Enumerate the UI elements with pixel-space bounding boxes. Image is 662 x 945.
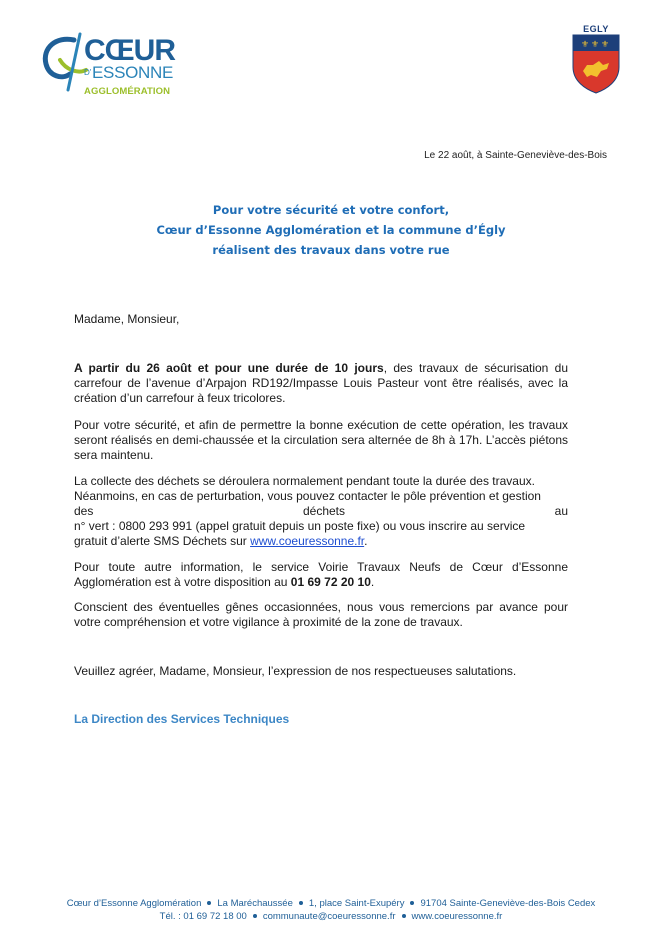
paragraph-contact [74, 560, 568, 590]
egly-crest [571, 24, 625, 96]
crest-name: EGLY [583, 24, 609, 34]
paragraph-dates-text: , des travaux de sécurisation du carrefour de l’avenue d’Arpajon RD192/Impasse Louis Pasteur vont être réalisés, avec la création d’un carrefour à feux tricolores. [74, 361, 568, 405]
footer-street: 1, place Saint-Exupéry [308, 898, 405, 909]
footer-email[interactable]: communaute@coeuressonne.fr [262, 911, 396, 922]
footer [0, 897, 662, 923]
waste-line-4: n° vert : 0800 293 991 (appel gratuit depuis un poste fixe) ou vous inscrire au service [74, 519, 526, 533]
date-line: Le 22 août, à Sainte-Geneviève-des-Bois [424, 150, 607, 161]
bullet-icon [299, 901, 303, 905]
coat-of-arms-icon [571, 33, 621, 95]
logo-prefix-text: D' [84, 68, 92, 77]
contact-end: . [370, 575, 375, 589]
waste-line-5 [74, 534, 568, 549]
closing-formula: Veuillez agréer, Madame, Monsieur, l’expression de nos respectueuses salutations. [74, 664, 517, 678]
footer-city: 91704 Sainte-Geneviève-des-Bois Cedex [420, 898, 596, 909]
svg-text:⚜: ⚜ [581, 40, 590, 50]
footer-line-1 [0, 897, 662, 910]
coeur-essonne-logo [40, 30, 175, 102]
waste-line-3 [74, 504, 568, 519]
title-line-3: réalisent des travaux dans votre rue [212, 243, 450, 257]
logo-main-text: CŒUR [84, 34, 175, 67]
signature: La Direction des Services Techniques [74, 712, 290, 726]
footer-tel: Tél. : 01 69 72 18 00 [159, 911, 247, 922]
footer-line-2 [0, 910, 662, 923]
paragraph-safety: Pour votre sécurité, et afin de permettre la bonne exécution de cette opération, les travaux seront réalisés en demi-chaussée et la circulation sera alternée de 8h à 17h. L’accès piétons sera maintenu. [74, 418, 568, 462]
letter-title [0, 200, 662, 260]
paragraph-dates [74, 361, 568, 406]
logo-agglo-text: AGGLOMÉRATION [84, 86, 171, 97]
waste-line-2: Néanmoins, en cas de perturbation, vous pouvez contacter le pôle prévention et gestion [74, 489, 541, 503]
waste-line-5-suffix: . [364, 534, 368, 548]
logo-sub-text: ESSONNE [92, 63, 174, 82]
contact-phone: 01 69 72 20 10 [290, 575, 371, 589]
waste-line-5-prefix: gratuit d’alerte SMS Déchets sur [74, 534, 251, 548]
waste-word-3: au [554, 504, 568, 518]
bullet-icon [410, 901, 414, 905]
paragraph-dates-bold: A partir du 26 août et pour une durée de 10 jours [74, 361, 384, 375]
waste-word-2: déchets [302, 504, 346, 518]
svg-text:⚜: ⚜ [601, 40, 610, 50]
bullet-icon [402, 914, 406, 918]
title-line-2: Cœur d’Essonne Agglomération et la commune d’Égly [156, 223, 506, 237]
svg-text:⚜: ⚜ [591, 40, 600, 50]
paragraph-apology: Conscient des éventuelles gênes occasionnées, nous vous remercions par avance pour votre compréhension et votre vigilance à proximité de la zone de travaux. [74, 600, 568, 629]
footer-org: Cœur d’Essonne Agglomération [66, 898, 202, 909]
bullet-icon [253, 914, 257, 918]
website-link[interactable]: www.coeuressonne.fr [250, 534, 365, 548]
paragraph-waste [74, 474, 568, 549]
title-line-1: Pour votre sécurité et votre confort, [212, 203, 450, 217]
footer-place: La Maréchaussée [217, 898, 293, 909]
bullet-icon [207, 901, 211, 905]
waste-word-1: des [74, 504, 94, 518]
footer-web[interactable]: www.coeuressonne.fr [411, 911, 503, 922]
contact-text: Pour toute autre information, le service Voirie Travaux Neufs de Cœur d’Essonne Agglomération est à votre disposition au [74, 560, 568, 589]
salutation: Madame, Monsieur, [74, 312, 180, 326]
waste-line-1: La collecte des déchets se déroulera normalement pendant toute la durée des travaux. [74, 474, 535, 488]
